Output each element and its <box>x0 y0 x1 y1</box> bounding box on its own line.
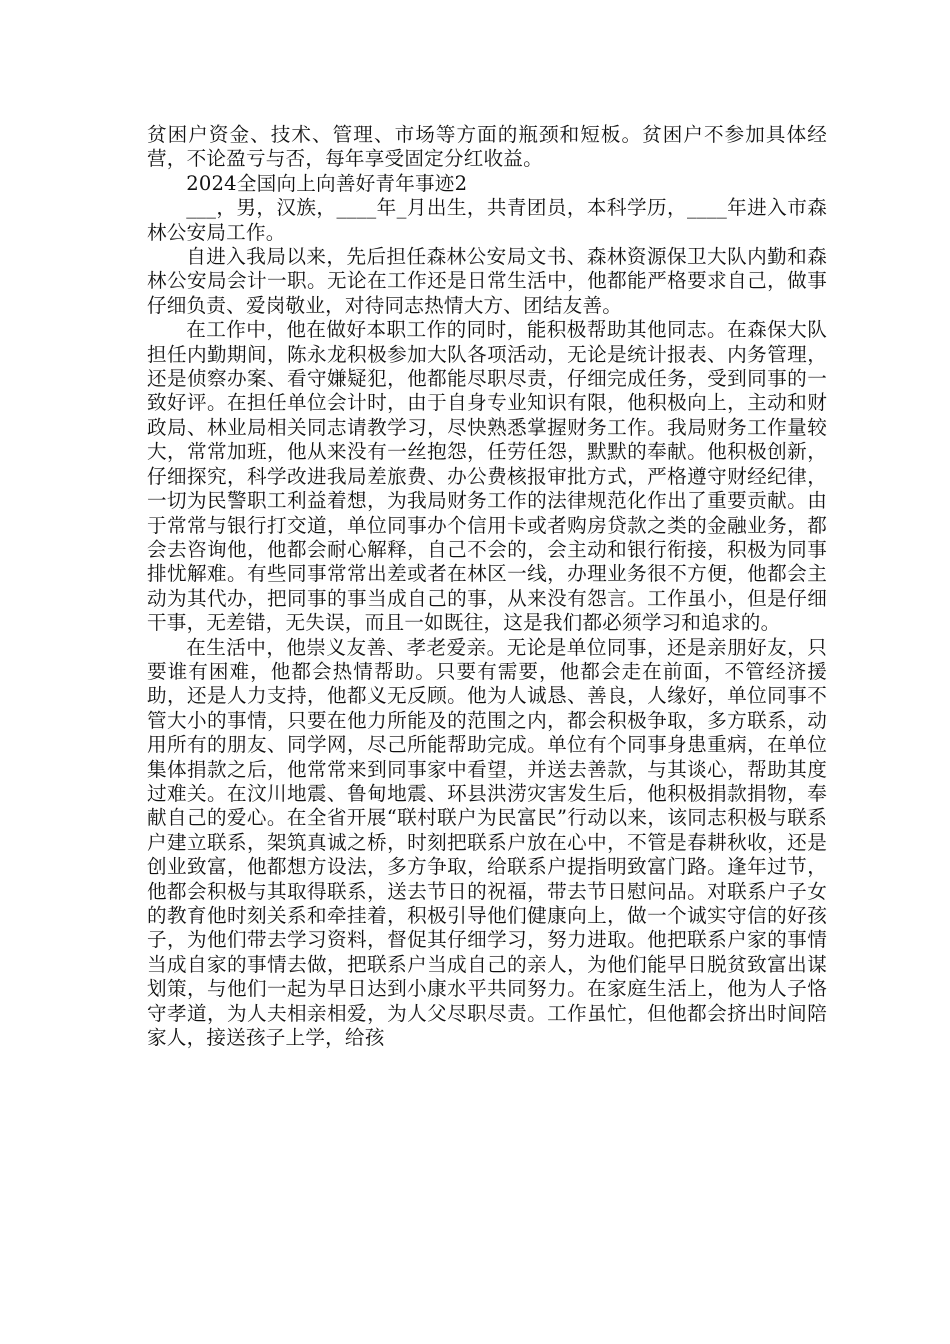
paragraph-career: 自进入我局以来，先后担任森林公安局文书、森林资源保卫大队内勤和森林公安局会计一职。无论在工作还是日常生活中，他都能严格要求自己，做事仔细负责、爱岗敬业，对待同志热情大方、团结友善。 <box>147 245 827 317</box>
paragraph-work: 在工作中，他在做好本职工作的同时，能积极帮助其他同志。在森保大队担任内勤期间，陈永龙积极参加大队各项活动，无论是统计报表、内务管理，还是侦察办案、看守嫌疑犯，他都能尽职尽责，仔细完成任务，受到同事的一致好评。在担任单位会计时，由于自身专业知识有限，他积极向上，主动和财政局、林业局相关同志请教学习，尽快熟悉掌握财务工作。我局财务工作量较大，常常加班，他从来没有一丝抱怨，任劳任怨，默默的奉献。他积极创新，仔细探究，科学改进我局差旅费、办公费核报审批方式，严格遵守财经纪律，一切为民警职工利益着想，为我局财务工作的法律规范化作出了重要贡献。由于常常与银行打交道，单位同事办个信用卡或者购房贷款之类的金融业务，都会去咨询他，他都会耐心解释，自己不会的，会主动和银行衔接，积极为同事排忧解难。有些同事常常出差或者在林区一线，办理业务很不方便，他都会主动为其代办，把同事的事当成自己的事，从来没有怨言。工作虽小，但是仔细干事，无差错，无失误，而且一如既往，这是我们都必须学习和追求的。 <box>147 318 827 635</box>
paragraph-intro: ___，男，汉族，____年_月出生，共青团员，本科学历，____年进入市森林公安局工作。 <box>147 196 827 244</box>
document-body <box>147 123 827 1050</box>
paragraph-life: 在生活中，他崇义友善、孝老爱亲。无论是单位同事，还是亲朋好友，只要谁有困难，他都会热情帮助。只要有需要，他都会走在前面，不管经济援助，还是人力支持，他都义无反顾。他为人诚恳、善良，人缘好，单位同事不管大小的事情，只要在他力所能及的范围之内，都会积极争取，多方联系，动用所有的朋友、同学网，尽己所能帮助完成。单位有个同事身患重病，在单位集体捐款之后，他常常来到同事家中看望，并送去善款，与其谈心，帮助其度过难关。在汶川地震、鲁甸地震、环县洪涝灾害发生后，他积极捐款捐物，奉献自己的爱心。在全省开展“联村联户为民富民”行动以来，该同志积极与联系户建立联系，架筑真诚之桥，时刻把联系户放在心中，不管是春耕秋收，还是创业致富，他都想方设法，多方争取，给联系户提指明致富门路。逢年过节，他都会积极与其取得联系，送去节日的祝福，带去节日慰问品。对联系户子女的教育他时刻关系和牵挂着，积极引导他们健康向上，做一个诚实守信的好孩子，为他们带去学习资料，督促其仔细学习，努力进取。他把联系户家的事情当成自家的事情去做，把联系户当成自己的亲人，为他们能早日脱贫致富出谋划策，与他们一起为早日达到小康水平共同努力。在家庭生活上，他为人子恪守孝道，为人夫相亲相爱，为人父尽职尽责。工作虽忙，但他都会挤出时间陪家人，接送孩子上学，给孩 <box>147 635 827 1050</box>
section-title: 2024全国向上向善好青年事迹2 <box>186 171 468 195</box>
paragraph-continuation: 贫困户资金、技术、管理、市场等方面的瓶颈和短板。贫困户不参加具体经营，不论盈亏与否，每年享受固定分红收益。 <box>147 123 827 171</box>
